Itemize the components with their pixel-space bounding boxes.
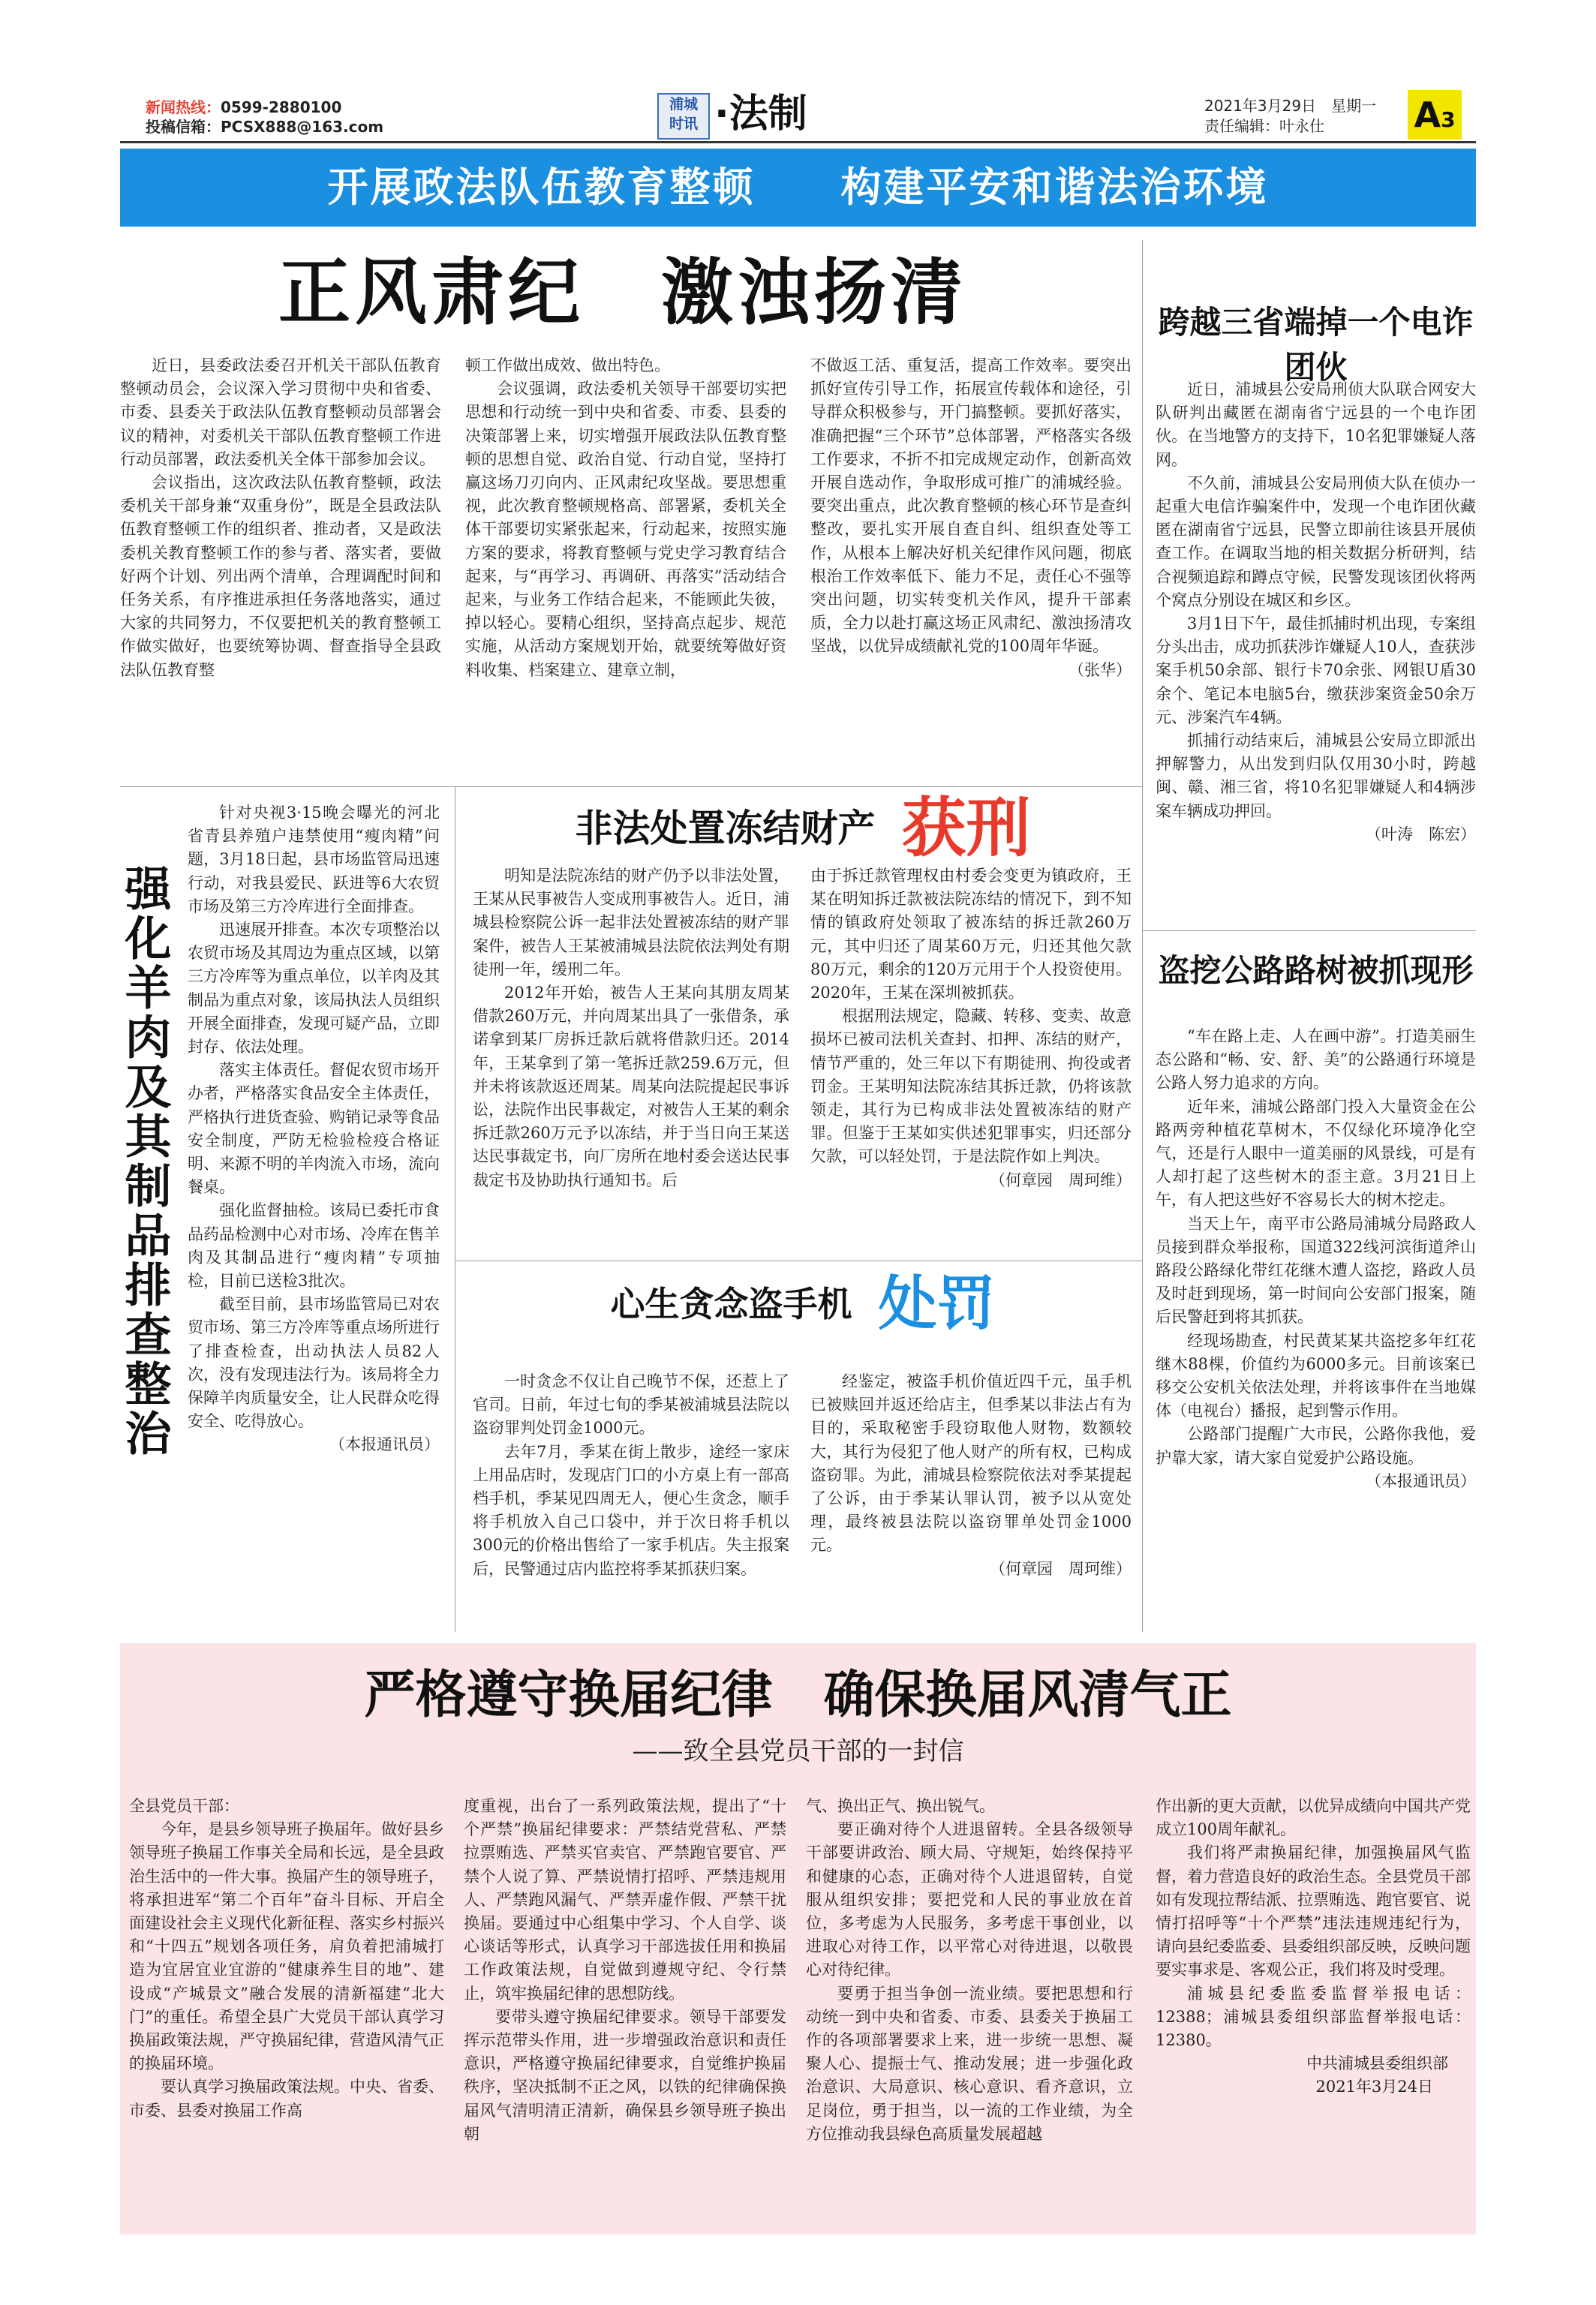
paragraph: 气、换出正气、换出锐气。 [806,1797,995,1815]
article2-title: 跨越三省端掉一个电诈团伙 [1158,304,1474,386]
page-number: 3 [1441,107,1456,132]
paragraph: 截至目前，县市场监管局已对农贸市场、第三方冷库等重点场所进行了排查检查，出动执法人员82人次，没有发现违法行为。该局将全力保障羊肉质量安全，让人民群众吃得安全、吃得放心。 [188,1295,440,1431]
article4-credit: （何章园 周珂维） [990,1171,1132,1189]
paragraph: 不做返工活、重复活，提高工作效率。要突出抓好宣传引导工作，拓展宣传载体和途径，引导群众积极参与，开门搞整顿。要抓好落实，准确把握“三个环节”总体部署，严格落实各级工作要求，不折不扣完成规定动作，创新高效开展自选动作，争取形成可推广的浦城经验。要突出重点，此次教育整顿的核心环节是查纠整改，要扎实开展自查自纠、组织查处等工作，从根本上解决好机关纪律作风问题，彻底根治工作效率低下、能力不足，责任心不强等突出问题，切实转变机关作风，提升干部素质，全力以赴打赢这场正风肃纪、激浊扬清攻坚战，以优异成绩献礼党的100周年华诞。 [810,356,1132,656]
letter-salutation: 全县党员干部： [129,1797,239,1815]
paragraph: 公路部门提醒广大市民，公路你我他，爱护靠大家，请大家自觉爱护公路设施。 [1156,1425,1476,1467]
paragraph: 作出新的更大贡献，以优异成绩向中国共产党成立100周年献礼。 [1156,1797,1471,1839]
article3-body [188,801,440,1457]
article1-col1 [120,354,441,682]
paragraph: 近日，浦城县公安局刑侦大队联合网安大队研判出藏匿在湖南省宁远县的一个电诈团伙。在当地警方的支持下，10名犯罪嫌疑人落网。 [1156,380,1476,469]
paragraph: 会议指出，这次政法队伍教育整顿，政法委机关干部身兼“双重身份”，既是全县政法队伍教育整顿工作的组织者、推动者，又是政法委机关教育整顿工作的参与者、落实者，要做好两个计划、列出两个清单，合理调配时间和任务关系，有序推进承担任务落地落实，通过大家的共同努力，不仅要把机关的教育整顿工作做实做好，也要统筹协调、督查指导全县政法队伍教育整 [120,473,441,679]
paragraph: 要勇于担当争创一流业绩。要把思想和行动统一到中央和省委、市委、县委关于换届工作的各项部署要求上来，进一步统一思想、凝聚人心、提振士气、推动发展；进一步强化政治意识、大局意识、核心意识、看齐意识，立足岗位，勇于担当，以一流的工作业绩，为全方位推动我县绿色高质量发展超越 [806,1984,1133,2143]
letter-title: 严格遵守换届纪律 确保换届风清气正 [364,1665,1232,1725]
campaign-banner [120,149,1476,227]
paragraph: 度重视，出台了一系列政策法规，提出了“十个严禁”换届纪律要求：严禁结党营私、严禁拉票贿选、严禁买官卖官、严禁跑官要官、严禁个人说了算、严禁说情打招呼、严禁违规用人、严禁跑风漏气、严禁弄虚作假、严禁干扰换届。要通过中心组集中学习、个人自学、谈心谈话等形式，认真学习干部选拔任用和换届工作政策法规，自觉做到遵规守纪、令行禁止，筑牢换届纪律的思想防线。 [464,1797,786,2003]
article3-title: 强化羊肉及其制品排查整治 [117,864,172,1459]
article5-credit: （何章园 周珂维） [990,1559,1132,1578]
article4-heading [473,791,1133,866]
paragraph: 要正确对待个人进退留转。全县各级领导干部要讲政治、顾大局、守规矩，始终保持平和健康的心态，正确对待个人进退留转，自觉服从组织安排；要把党和人民的事业放在首位，多考虑为人民服务，多考虑干事创业，以进取心对待工作，以平常心对待进退，以敬畏心对待纪律。 [806,1820,1133,1979]
article2-credit: （叶涛 陈宏） [1366,825,1476,843]
article6-body [1156,1025,1476,1493]
divider [120,786,1142,787]
article4-title: 非法处置冻结财产 [575,806,876,850]
logo-top: 浦城 [669,96,698,113]
paragraph: 近日，县委政法委召开机关干部队伍教育整顿动员会，会议深入学习贯彻中央和省委、市委、县委关于政法队伍教育整顿动员部署会议的精神，对委机关干部队伍教育整顿工作进行动员部署，政法委机关全体干部参加会议。 [120,356,441,468]
paragraph: 针对央视3·15晚会曝光的河北省青县养殖户违禁使用“瘦肉精”问题，3月18日起，县市场监管局迅速行动，对我县爱民、跃进等6大农贸市场及第三方冷库进行全面排查。 [188,804,440,915]
paragraph: 会议强调，政法委机关领导干部要切实把思想和行动统一到中央和省委、市委、县委的决策部署上来，切实增强开展政法队伍教育整顿的思想自觉、政治自觉、行动自觉，坚持打赢这场刀刃向内、正风肃纪攻坚战。要思想重视，此次教育整顿规格高、部署紧，委机关全体干部要切实紧张起来，行动起来，按照实施方案的要求，将教育整顿与党史学习教育结合起来，与“再学习、再调研、再落实”活动结合起来，与业务工作结合起来，不能顾此失彼，掉以轻心。要精心组织，坚持高点起步、规范实施，从活动方案规划开始，就要统筹做好资料收集、档案建立、建章立制， [465,380,786,679]
paragraph: 强化监督抽检。该局已委托市食品药品检测中心对市场、冷库在售羊肉及其制品进行“瘦肉精”专项抽检，目前已送检3批次。 [188,1201,440,1291]
paragraph: “车在路上走、人在画中游”。打造美丽生态公路和“畅、安、舒、美”的公路通行环境是公路人努力追求的方向。 [1156,1027,1476,1092]
paragraph: 明知是法院冻结的财产仍予以非法处置，王某从民事被告人变成刑事被告人。近日，浦城县检察院公诉一起非法处置被冻结的财产罪案件，被告人王某被浦城县法院依法判处有期徒刑一年，缓刑二年。 [473,867,789,978]
paragraph: 抓捕行动结束后，浦城县公安局立即派出押解警力，从出发到归队仅用30小时，跨越闽、赣、湘三省，将10名犯罪嫌疑人和4辆涉案车辆成功押回。 [1156,732,1476,820]
article1-col2 [465,354,786,682]
paragraph: 迅速展开排查。本次专项整治以农贸市场及其周边为重点区域，以第三方冷库等为重点单位，以羊肉及其制品为重点对象，该局执法人员组织开展全面排查，发现可疑产品，立即封存、依法处理。 [188,921,440,1056]
paragraph: 我们将严肃换届纪律，加强换届风气监督，着力营造良好的政治生态。全县党员干部如有发现拉帮结派、拉票贿选、跑官要官、说情打招呼等“十个严禁”违法违规违纪行为，请向县纪委监委、县委组织部反映，反映问题要实事求是、客观公正，我们将及时受理。 [1156,1844,1471,1979]
email-address: PCSX888@163.com [221,118,384,136]
article6-title: 盗挖公路路树被抓现形 [1158,952,1474,989]
page-letter: A [1414,95,1441,135]
page-badge [1408,90,1462,140]
article4-col1 [473,864,789,1192]
paragraph: 不久前，浦城县公安局刑侦大队在侦办一起重大电信诈骗案件中，发现一个电诈团伙藏匿在湖南省宁远县，民警立即前往该县开展侦查工作。在调取当地的相关数据分析研判，结合视频追踪和蹲点守候，民警发现该团伙将两个窝点分别设在城区和乡区。 [1156,473,1476,609]
paragraph: 由于拆迁款管理权由村委会变更为镇政府，王某在明知拆迁款被法院冻结的情况下，到不知情的镇政府处领取了被冻结的拆迁款260万元，其中归还了周某60万元，归还其他欠款80万元，剩余的120万元用于个人投资使用。2020年，王某在深圳被抓获。 [810,867,1132,1002]
paragraph: 落实主体责任。督促农贸市场开办者，严格落实食品安全主体责任，严格执行进货查验、购销记录等食品安全制度，严防无检验检疫合格证明、来源不明的羊肉流入市场，流向餐桌。 [188,1061,440,1197]
letter-col4 [1156,1795,1471,2099]
issue-date: 2021年3月29日 星期一 [1204,97,1377,115]
divider [1142,240,1143,1632]
article2-body [1156,378,1476,846]
letter-col2 [464,1795,786,2146]
letter-col3 [806,1795,1133,2146]
divider [1142,930,1476,931]
letter-signature-date: 2021年3月24日 [1315,2078,1433,2096]
article5-heading [473,1268,1133,1340]
article1-col3 [810,354,1132,682]
paragraph: 一时贪念不仅让自己晚节不保，还惹上了官司。日前，年过七旬的季某被浦城县法院以盗窃罪判处罚金1000元。 [473,1372,789,1438]
paragraph: 经现场勘查，村民黄某某共盗挖多年红花继木88棵，价值约为6000多元。目前该案已移交公安机关依法处理，并将该事件在当地媒体（电视台）播报，起到警示作用。 [1156,1331,1476,1420]
paragraph: 要认真学习换届政策法规。中央、省委、市委、县委对换届工作高 [129,2078,444,2120]
header-date-editor [1204,96,1376,137]
hotline-number: 0599-2880100 [221,98,342,116]
letter-subtitle: ——致全县党员干部的一封信 [632,1736,964,1766]
paragraph: 去年7月，季某在街上散步，途经一家床上用品店时，发现店门口的小方桌上有一部高档手机，季某见四周无人，便心生贪念，顺手将手机放入自己口袋中，并于次日将手机以300元的价格出售给了一家手机店。失主报案后，民警通过店内监控将季某抓获归案。 [473,1442,789,1578]
section-name: ·法制 [714,92,807,137]
paragraph: 近年来，浦城公路部门投入大量资金在公路两旁种植花草树木，不仅绿化环境净化空气，还是行人眼中一道美丽的风景线，可是有人却打起了这些树木的歪主意。3月21日上午，有人把这些好不容易长大的树木挖走。 [1156,1097,1476,1210]
paragraph: 今年，是县乡领导班子换届年。做好县乡领导班子换届工作事关全局和长远，是全县政治生活中的一件大事。换届产生的领导班子，将承担进军“第二个百年”奋斗目标、开启全面建设社会主义现代化新征程、落实乡村振兴和“十四五”规划各项任务，肩负着把浦城打造为宜居宜业宜游的“健康养生目的地”、建设成“产城景文”融合发展的清新福建“北大门”的重任。希望全县广大党员干部认真学习换届政策法规，严守换届纪律，营造风清气正的换届环境。 [129,1820,444,2073]
letter-signature-org: 中共浦城县委组织部 [1306,2054,1448,2073]
header-rule [120,141,1476,143]
paragraph: 顿工作做出成效、做出特色。 [465,356,670,374]
masthead-logo [657,93,710,140]
header-contact [146,98,383,137]
article5-col2 [810,1370,1132,1581]
paragraph: 要带头遵守换届纪律要求。领导干部要发挥示范带头作用，进一步增强政治意识和责任意识，严格遵守换届纪律要求，自觉维护换届秩序，坚决抵制不正之风，以铁的纪律确保换届风气清明清正清新，确保县乡领导班子换出朝 [464,2007,786,2143]
paragraph: 3月1日下午，最佳抓捕时机出现，专案组分头出击，成功抓获涉诈嫌疑人10人，查获涉案手机50余部、银行卡70余张、网银U盾30余个、笔记本电脑5台，缴获涉案资金50余万元、涉案汽车4辆。 [1156,615,1476,726]
article1-credit: （张华） [1069,660,1132,679]
page-editor: 责任编辑：叶永仕 [1204,117,1324,135]
hotline-label: 新闻热线： [146,98,221,116]
paragraph: 根据刑法规定，隐藏、转移、变卖、故意损坏已被司法机关查封、扣押、冻结的财产，情节严重的，处三年以下有期徒刑、拘役或者罚金。王某明知法院冻结其拆迁款，仍将该款领走，其行为已构成非法处置被冻结的财产罪。但鉴于王某如实供述犯罪事实，归还部分欠款，可以轻处罚，于是法院作如上判决。 [810,1007,1132,1166]
article3-credit: （本报通讯员） [329,1435,440,1454]
email-label: 投稿信箱： [146,118,221,136]
paragraph: 2012年开始，被告人王某向其朋友周某借款260万元，并向周某出具了一张借条，承诺拿到某厂房拆迁款后就将借款归还。2014年，王某拿到了第一笔拆迁款259.6万元，但并未将该款返还周某。周某向法院提起民事诉讼，法院作出民事裁定，对被告人王某的剩余拆迁款260万元予以冻结，并于当日向王某送达民事裁定书，向厂房所在地村委会送达民事裁定书及协助执行通知书。后 [473,984,789,1189]
article5-title: 心生贪念盗手机 [610,1284,852,1324]
paragraph: 当天上午，南平市公路局浦城分局路政人员接到群众举报称，国道322线河滨街道斧山路段公路绿化带红花继木遭人盗挖，路政人员及时赶到现场，第一时间向公安部门报案，随后民警赶到将其抓获。 [1156,1214,1476,1327]
article5-col1 [473,1370,789,1581]
article4-tag: 获刑 [901,791,1031,866]
paragraph: 浦城县纪委监委监督举报电话：12388；浦城县委组织部监督举报电话：12380。 [1156,1984,1471,2050]
article5-tag: 处罚 [878,1270,996,1338]
logo-bottom: 时讯 [669,116,698,132]
article1-title: 正风肃纪 激浊扬清 [278,251,967,335]
article6-credit: （本报通讯员） [1366,1471,1476,1490]
letter-col1 [129,1795,444,2123]
banner-text: 开展政法队伍教育整顿 构建平安和谐法治环境 [327,164,1269,211]
article4-col2 [810,864,1132,1192]
paragraph: 经鉴定，被盗手机价值近四千元，虽手机已被赎回并返还给店主，但季某以非法占有为目的，采取秘密手段窃取他人财物，数额较大，其行为侵犯了他人财产的所有权，已构成盗窃罪。为此，浦城县检察院依法对季某提起了公诉，由于季某认罪认罚，被予以从宽处理，最终被县法院以盗窃罪单处罚金1000元。 [810,1372,1132,1555]
